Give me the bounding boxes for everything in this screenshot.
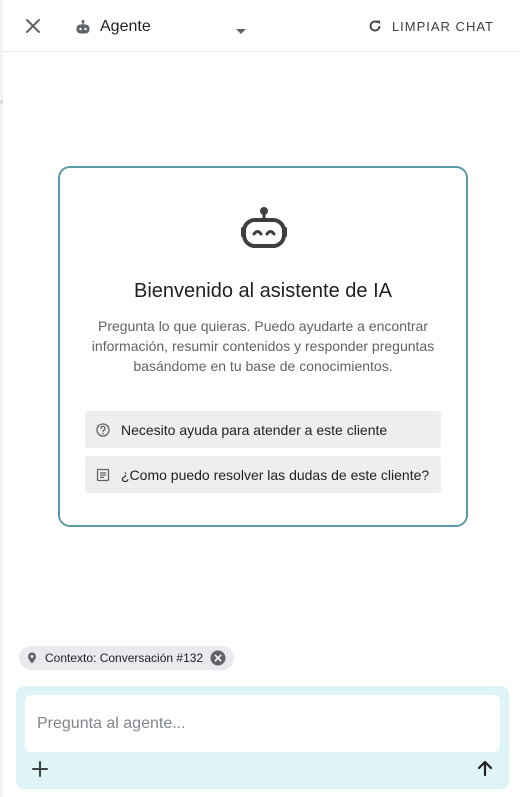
chat-header [3,0,520,52]
close-icon [25,18,41,34]
robot-icon [241,206,287,248]
context-chip-label: Contexto: Conversación #132 [45,651,204,665]
left-panel-edge-mark [0,100,3,104]
clear-chat-label: LIMPIAR CHAT [391,18,494,34]
suggestion-text: ¿Como puedo resolver las dudas de este cliente? [121,466,430,483]
clear-chat-button[interactable] [368,14,494,38]
document-lines-icon [96,467,112,483]
left-panel-edge [0,0,3,797]
agent-selector[interactable] [75,12,251,42]
welcome-card [58,166,468,527]
suggestion-resolve-doubts[interactable] [85,456,441,493]
location-pin-icon [27,652,39,664]
plus-icon [32,761,48,777]
agent-selector-label: Agente [100,18,151,35]
suggestion-text: Necesito ayuda para atender a este cliente [121,421,388,438]
dropdown-caret-icon [235,23,247,41]
welcome-description: Pregunta lo que quieras. Puedo ayudarte a encontrar información, resumir contenidos y responder preguntas basándome en tu base de conocimientos. [91,318,435,374]
close-circle-icon [210,650,226,666]
arrow-up-icon [476,759,494,777]
refresh-icon [368,19,382,33]
suggestion-help-client[interactable] [85,411,441,448]
add-attachment-button[interactable] [29,758,51,780]
robot-icon [75,18,93,36]
message-composer [16,686,509,789]
help-circle-icon [96,422,112,438]
welcome-title: Bienvenido al asistente de IA [134,280,392,302]
message-input[interactable] [25,695,500,752]
send-button[interactable] [473,756,497,780]
remove-context-button[interactable] [210,650,226,666]
context-chip [19,646,234,670]
close-button[interactable] [21,14,45,38]
